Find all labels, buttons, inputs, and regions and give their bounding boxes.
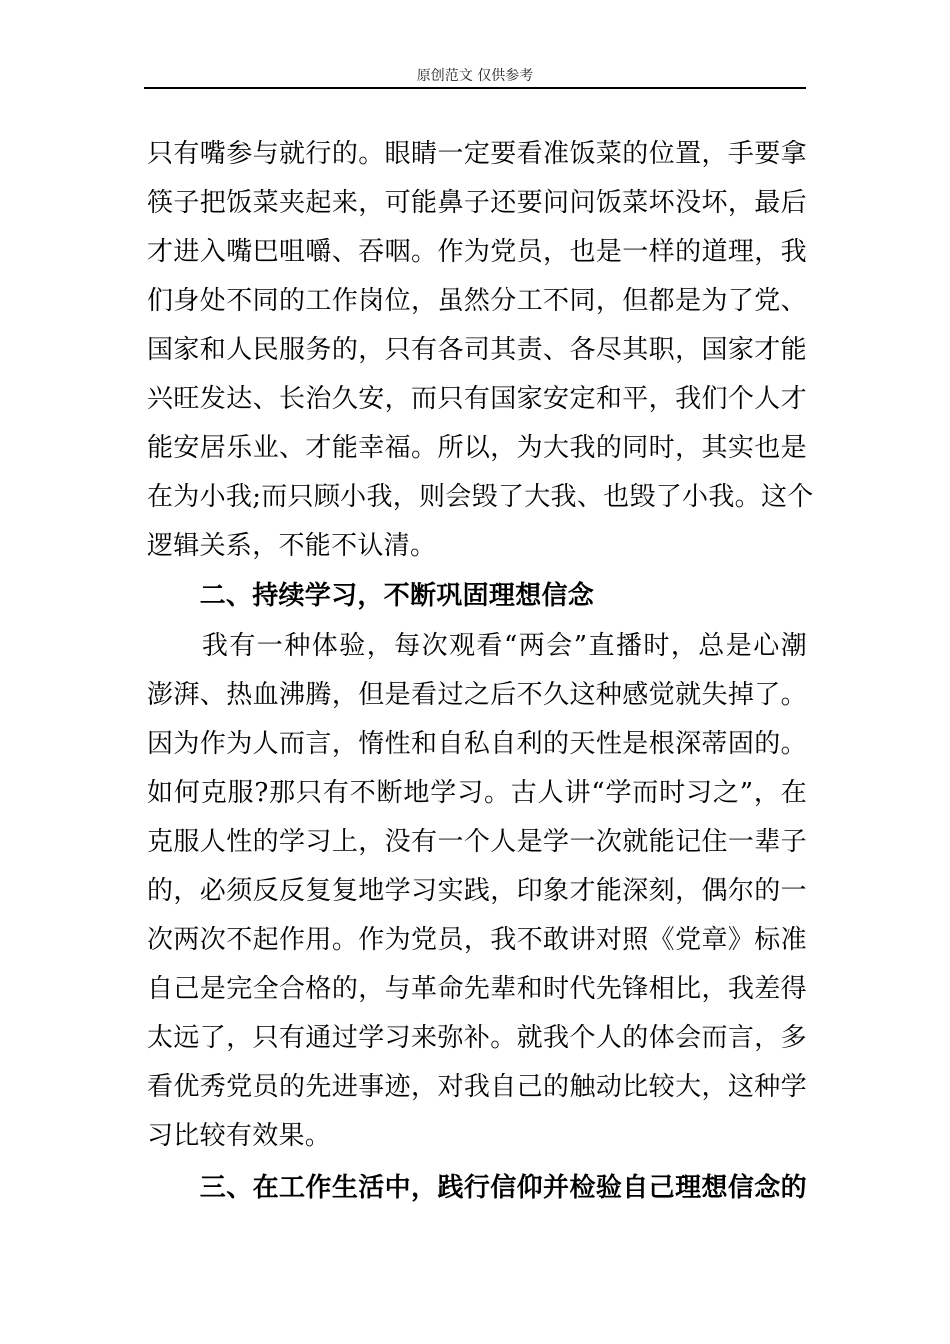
body-line: 只有嘴参与就行的。眼睛一定要看准饭菜的位置，手要拿 <box>147 139 807 169</box>
body-line: 次两次不起作用。作为党员，我不敢讲对照《党章》标准 <box>147 925 807 955</box>
header-rule <box>144 87 806 89</box>
body-line: 逻辑关系，不能不认清。 <box>147 531 437 561</box>
body-line: 在为小我;而只顾小我，则会毁了大我、也毁了小我。这个 <box>147 482 814 512</box>
body-line: 如何克服?那只有不断地学习。古人讲“学而时习之”，在 <box>147 778 807 808</box>
body-line: 克服人性的学习上，没有一个人是学一次就能记住一辈子 <box>147 827 807 857</box>
body-line: 澎湃、热血沸腾，但是看过之后不久这种感觉就失掉了。 <box>147 680 807 710</box>
section-heading: 三、在工作生活中，践行信仰并检验自己理想信念的 <box>147 1173 807 1203</box>
body-line: 兴旺发达、长治久安，而只有国家安定和平，我们个人才 <box>147 384 807 414</box>
body-line: 自己是完全合格的，与革命先辈和时代先锋相比，我差得 <box>147 974 807 1004</box>
body-line: 太远了，只有通过学习来弥补。就我个人的体会而言，多 <box>147 1023 807 1053</box>
body-line: 们身处不同的工作岗位，虽然分工不同，但都是为了党、 <box>147 286 807 316</box>
page-header: 原创范文 仅供参考 <box>416 68 534 84</box>
body-line: 能安居乐业、才能幸福。所以，为大我的同时，其实也是 <box>147 433 807 463</box>
body-line: 我有一种体验，每次观看“两会”直播时，总是心潮 <box>147 631 807 661</box>
body-line: 的，必须反反复复地学习实践，印象才能深刻，偶尔的一 <box>147 876 807 906</box>
body-line: 国家和人民服务的，只有各司其责、各尽其职，国家才能 <box>147 335 807 365</box>
body-line: 习比较有效果。 <box>147 1121 332 1151</box>
section-heading: 二、持续学习，不断巩固理想信念 <box>147 581 595 611</box>
body-line: 看优秀党员的先进事迹，对我自己的触动比较大，这种学 <box>147 1072 807 1102</box>
body-line: 因为作为人而言，惰性和自私自利的天性是根深蒂固的。 <box>147 729 807 759</box>
body-line: 才进入嘴巴咀嚼、吞咽。作为党员，也是一样的道理，我 <box>147 237 807 267</box>
body-line: 筷子把饭菜夹起来，可能鼻子还要问问饭菜坏没坏，最后 <box>147 188 807 218</box>
